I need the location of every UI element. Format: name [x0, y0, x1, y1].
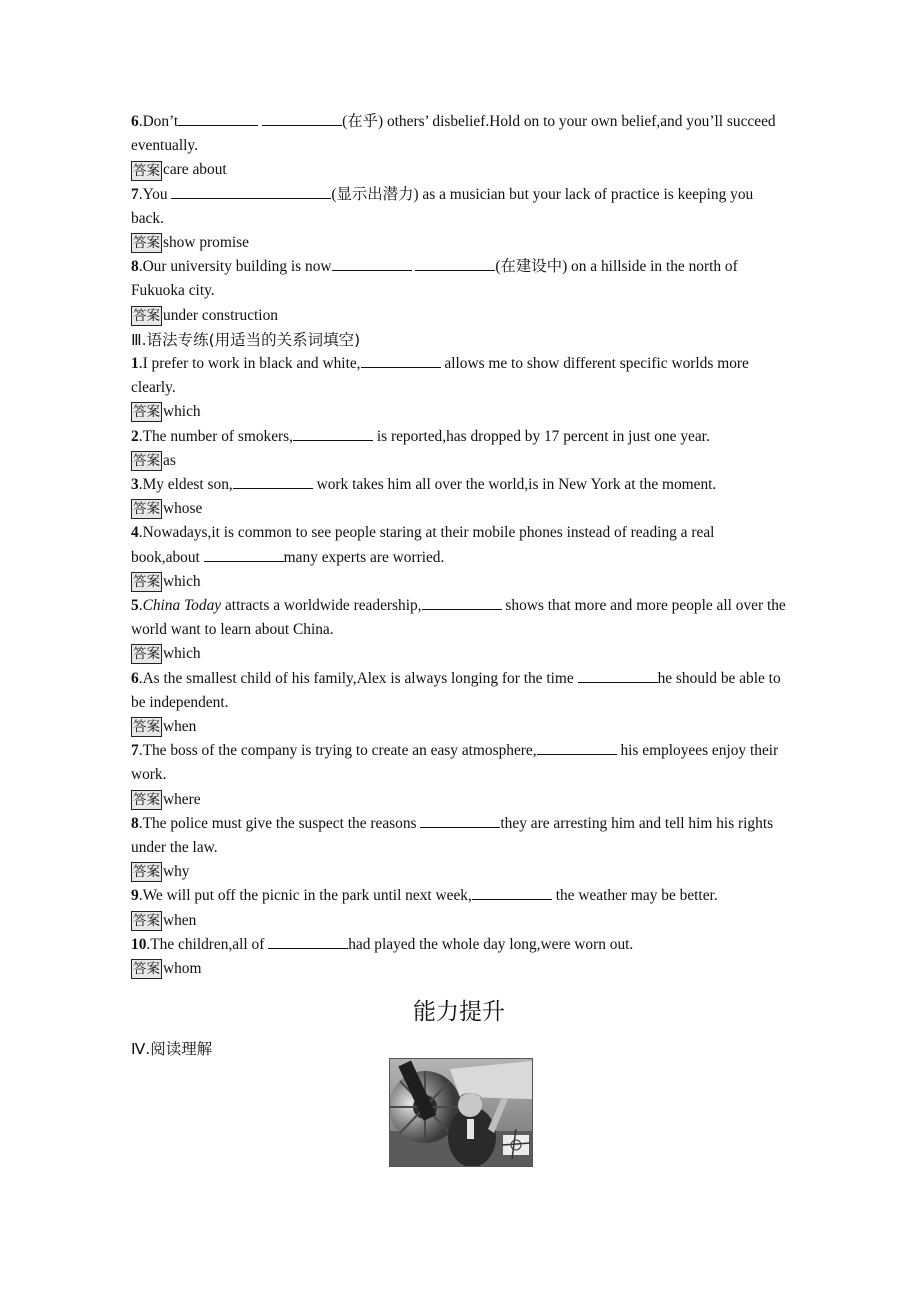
answer-tag: 答案 [133, 646, 160, 663]
question-3-6: 6.As the smallest child of his family,Alex is always longing for the time he should be able to be independent. [131, 669, 785, 711]
answer-blank[interactable] [361, 353, 441, 368]
section-3-title: Ⅲ.语法专练(用适当的关系词填空) [131, 330, 361, 349]
answer-tag: 答案 [133, 307, 160, 324]
answer-blank[interactable] [332, 256, 412, 271]
answer-tag: 答案 [133, 912, 160, 929]
answer-row [131, 158, 787, 182]
question-2-8: 8.Our university building is now (在建设中) on a hillside in the north of Fukuoka city. [131, 258, 742, 300]
answer-blank[interactable] [420, 813, 500, 828]
answer-text: care about [163, 161, 227, 179]
answer-blank[interactable] [268, 934, 348, 949]
answer-blank[interactable] [415, 256, 495, 271]
answer-text: why [163, 863, 190, 881]
answer-blank[interactable] [262, 111, 342, 126]
question-3-7: 7.The boss of the company is trying to create an easy atmosphere, his employees enjoy their work. [131, 742, 783, 784]
question-3-1: 1.I prefer to work in black and white, allows me to show different specific worlds more clearly. [131, 354, 753, 397]
answer-tag: 答案 [133, 864, 160, 881]
answer-row [131, 957, 787, 981]
photo-illustration [390, 1059, 532, 1166]
question-3-3: 3.My eldest son, work takes him all over the world,is in New York at the moment. [131, 475, 717, 493]
answer-tag: 答案 [133, 961, 160, 978]
question-3-9: 9.We will put off the picnic in the park until next week, the weather may be better. [131, 887, 718, 905]
question-3-5: 5.China Today attracts a worldwide readership, shows that more and more people all over the world want to learn about China. [131, 596, 790, 639]
answer-row [131, 909, 787, 933]
question-2-6: 6.Don’t (在乎) others’ disbelief.Hold on to your own belief,and you’ll succeed eventually. [131, 113, 780, 155]
answer-text: which [163, 403, 201, 421]
section-4-title: Ⅳ.阅读理解 [131, 1040, 213, 1059]
answer-tag: 答案 [133, 791, 160, 808]
answer-tag: 答案 [133, 235, 160, 252]
answer-blank[interactable] [537, 740, 617, 755]
question-3-8: 8.The police must give the suspect the reasons they are arresting him and tell him his rights under the law. [131, 814, 777, 856]
answer-text: which [163, 645, 201, 663]
answer-blank[interactable] [178, 111, 258, 126]
answer-text: under construction [163, 306, 278, 324]
answer-row [131, 231, 787, 255]
answer-row [131, 860, 787, 884]
answer-text: whose [163, 500, 203, 518]
answer-row [131, 497, 787, 521]
answer-tag: 答案 [133, 573, 160, 590]
answer-row [131, 449, 787, 473]
worksheet-page [131, 110, 790, 1061]
section-heading: 能力提升 [413, 999, 505, 1026]
answer-tag: 答案 [133, 162, 160, 179]
answer-text: when [163, 911, 197, 929]
answer-row [131, 570, 787, 594]
answer-text: which [163, 572, 201, 590]
answer-blank[interactable] [422, 595, 502, 610]
answer-row [131, 304, 787, 328]
answer-row [131, 642, 787, 666]
answer-text: as [163, 451, 176, 469]
answer-text: when [163, 717, 197, 735]
answer-tag: 答案 [133, 501, 160, 518]
answer-blank[interactable] [204, 547, 284, 562]
answer-text: show promise [163, 234, 249, 251]
answer-blank[interactable] [171, 184, 331, 199]
question-3-2: 2.The number of smokers, is reported,has dropped by 17 percent in just one year. [131, 427, 710, 445]
answer-tag: 答案 [133, 404, 160, 421]
answer-text: whom [163, 959, 202, 977]
question-3-4: 4.Nowadays,it is common to see people staring at their mobile phones instead of reading a real book,about many experts are worried. [131, 524, 719, 566]
answer-tag: 答案 [133, 452, 160, 469]
question-2-7: 7.You (显示出潜力) as a musician but your lack of practice is keeping you back. [131, 185, 758, 227]
answer-blank[interactable] [578, 668, 658, 683]
reading-photo [389, 1058, 533, 1167]
question-3-10: 10.The children,all of had played the whole day long,were worn out. [131, 935, 634, 953]
answer-blank[interactable] [293, 426, 373, 441]
answer-blank[interactable] [472, 885, 552, 900]
answer-row [131, 715, 787, 739]
answer-blank[interactable] [233, 474, 313, 489]
answer-row [131, 788, 787, 812]
answer-tag: 答案 [133, 719, 160, 736]
answer-row [131, 400, 787, 424]
answer-text: where [163, 790, 201, 808]
